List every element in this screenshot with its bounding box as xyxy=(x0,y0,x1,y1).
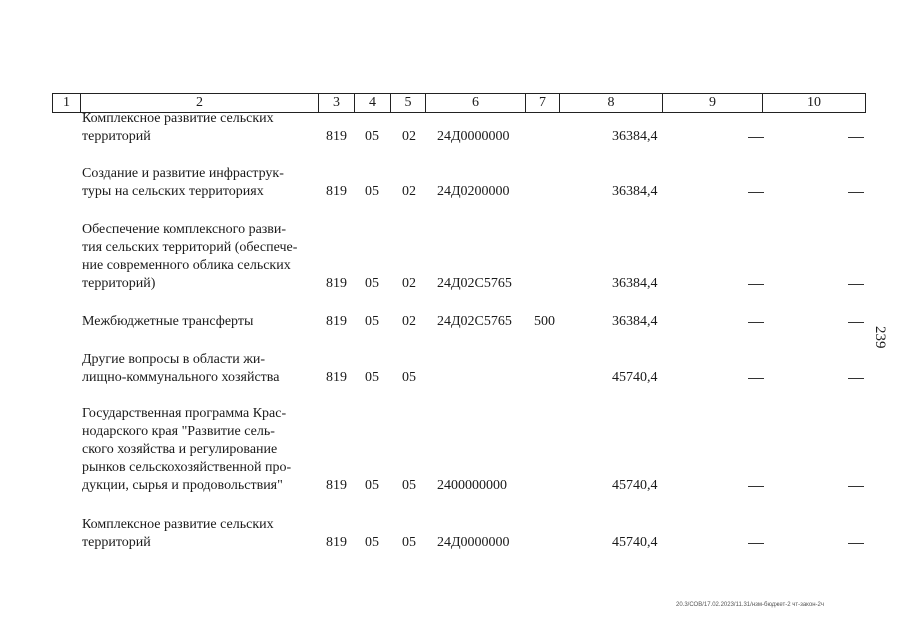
cell-c5: 05 xyxy=(402,370,416,385)
cell-c3: 819 xyxy=(326,478,347,493)
table-row xyxy=(0,351,905,387)
cell-c8: 45740,4 xyxy=(612,535,658,550)
header-col-9: 9 xyxy=(663,94,763,112)
description-line: ние современного облика сельских xyxy=(82,258,291,273)
dash-c10 xyxy=(848,378,864,379)
cell-c4: 05 xyxy=(365,535,379,550)
dash-c10 xyxy=(848,284,864,285)
row-description xyxy=(82,516,318,552)
cell-c6: 24Д0200000 xyxy=(437,184,510,199)
table-row xyxy=(0,165,905,201)
table-row xyxy=(0,221,905,293)
cell-c5: 02 xyxy=(402,314,416,329)
row-description xyxy=(82,110,318,146)
cell-c4: 05 xyxy=(365,276,379,291)
dash-c10 xyxy=(848,322,864,323)
description-line: территорий xyxy=(82,129,151,144)
footer-reference: 20.3/СОВ/17.02.2023/11.31/нзм-бюджет-2 чт-закон-2ч xyxy=(676,602,824,608)
table-row xyxy=(0,110,905,146)
description-line: туры на сельских территориях xyxy=(82,184,264,199)
cell-c6: 24Д0000000 xyxy=(437,129,510,144)
dash-c9 xyxy=(748,378,764,379)
cell-c8: 36384,4 xyxy=(612,276,658,291)
description-line: нодарского края "Развитие сель- xyxy=(82,424,275,439)
header-col-3: 3 xyxy=(319,94,355,112)
dash-c10 xyxy=(848,543,864,544)
description-line: ского хозяйства и регулирование xyxy=(82,442,278,457)
cell-c3: 819 xyxy=(326,370,347,385)
description-line: лищно-коммунального хозяйства xyxy=(82,370,280,385)
cell-c5: 05 xyxy=(402,535,416,550)
dash-c9 xyxy=(748,486,764,487)
header-col-10: 10 xyxy=(807,95,821,110)
description-line: Государственная программа Крас- xyxy=(82,406,287,421)
table-row xyxy=(0,516,905,552)
header-col-7: 7 xyxy=(526,94,560,112)
description-line: Комплексное развитие сельских xyxy=(82,111,274,126)
cell-c8: 36384,4 xyxy=(612,129,658,144)
dash-c9 xyxy=(748,192,764,193)
cell-c4: 05 xyxy=(365,314,379,329)
cell-c6: 24Д0000000 xyxy=(437,535,510,550)
description-line: Межбюджетные трансферты xyxy=(82,314,254,329)
row-description xyxy=(82,221,318,293)
cell-c4: 05 xyxy=(365,370,379,385)
description-line: территорий) xyxy=(82,276,156,291)
page-number: 239 xyxy=(872,326,888,349)
dash-c10 xyxy=(848,192,864,193)
table-row xyxy=(0,313,905,331)
dash-c10 xyxy=(848,486,864,487)
cell-c6: 2400000000 xyxy=(437,478,507,493)
row-description xyxy=(82,165,318,201)
cell-c8: 36384,4 xyxy=(612,314,658,329)
dash-c9 xyxy=(748,543,764,544)
cell-c5: 02 xyxy=(402,129,416,144)
cell-c5: 05 xyxy=(402,478,416,493)
header-col-2: 2 xyxy=(81,94,319,112)
header-col-6: 6 xyxy=(426,94,526,112)
cell-c5: 02 xyxy=(402,184,416,199)
cell-c3: 819 xyxy=(326,276,347,291)
dash-c9 xyxy=(748,322,764,323)
cell-c6: 24Д02С5765 xyxy=(437,276,512,291)
table-row xyxy=(0,405,905,495)
description-line: Создание и развитие инфраструк- xyxy=(82,166,284,181)
cell-c4: 05 xyxy=(365,129,379,144)
dash-c9 xyxy=(748,137,764,138)
description-line: тия сельских территорий (обеспече- xyxy=(82,240,298,255)
cell-c4: 05 xyxy=(365,184,379,199)
row-description xyxy=(82,351,318,387)
cell-c7: 500 xyxy=(534,314,555,329)
cell-c8: 45740,4 xyxy=(612,370,658,385)
description-line: Обеспечение комплексного разви- xyxy=(82,222,287,237)
cell-c8: 36384,4 xyxy=(612,184,658,199)
description-line: Комплексное развитие сельских xyxy=(82,517,274,532)
description-line: рынков сельскохозяйственной про- xyxy=(82,460,292,475)
dash-c10 xyxy=(848,137,864,138)
cell-c3: 819 xyxy=(326,184,347,199)
header-col-4: 4 xyxy=(355,94,391,112)
description-line: территорий xyxy=(82,535,151,550)
header-col-1: 1 xyxy=(53,94,81,112)
cell-c3: 819 xyxy=(326,535,347,550)
cell-c6: 24Д02С5765 xyxy=(437,314,512,329)
dash-c9 xyxy=(748,284,764,285)
cell-c4: 05 xyxy=(365,478,379,493)
cell-c3: 819 xyxy=(326,129,347,144)
cell-c5: 02 xyxy=(402,276,416,291)
header-col-8: 8 xyxy=(560,94,663,112)
description-line: дукции, сырья и продовольствия" xyxy=(82,478,283,493)
header-col-5: 5 xyxy=(391,94,426,112)
cell-c8: 45740,4 xyxy=(612,478,658,493)
row-description xyxy=(82,405,318,495)
cell-c3: 819 xyxy=(326,314,347,329)
description-line: Другие вопросы в области жи- xyxy=(82,352,266,367)
row-description xyxy=(82,313,318,331)
